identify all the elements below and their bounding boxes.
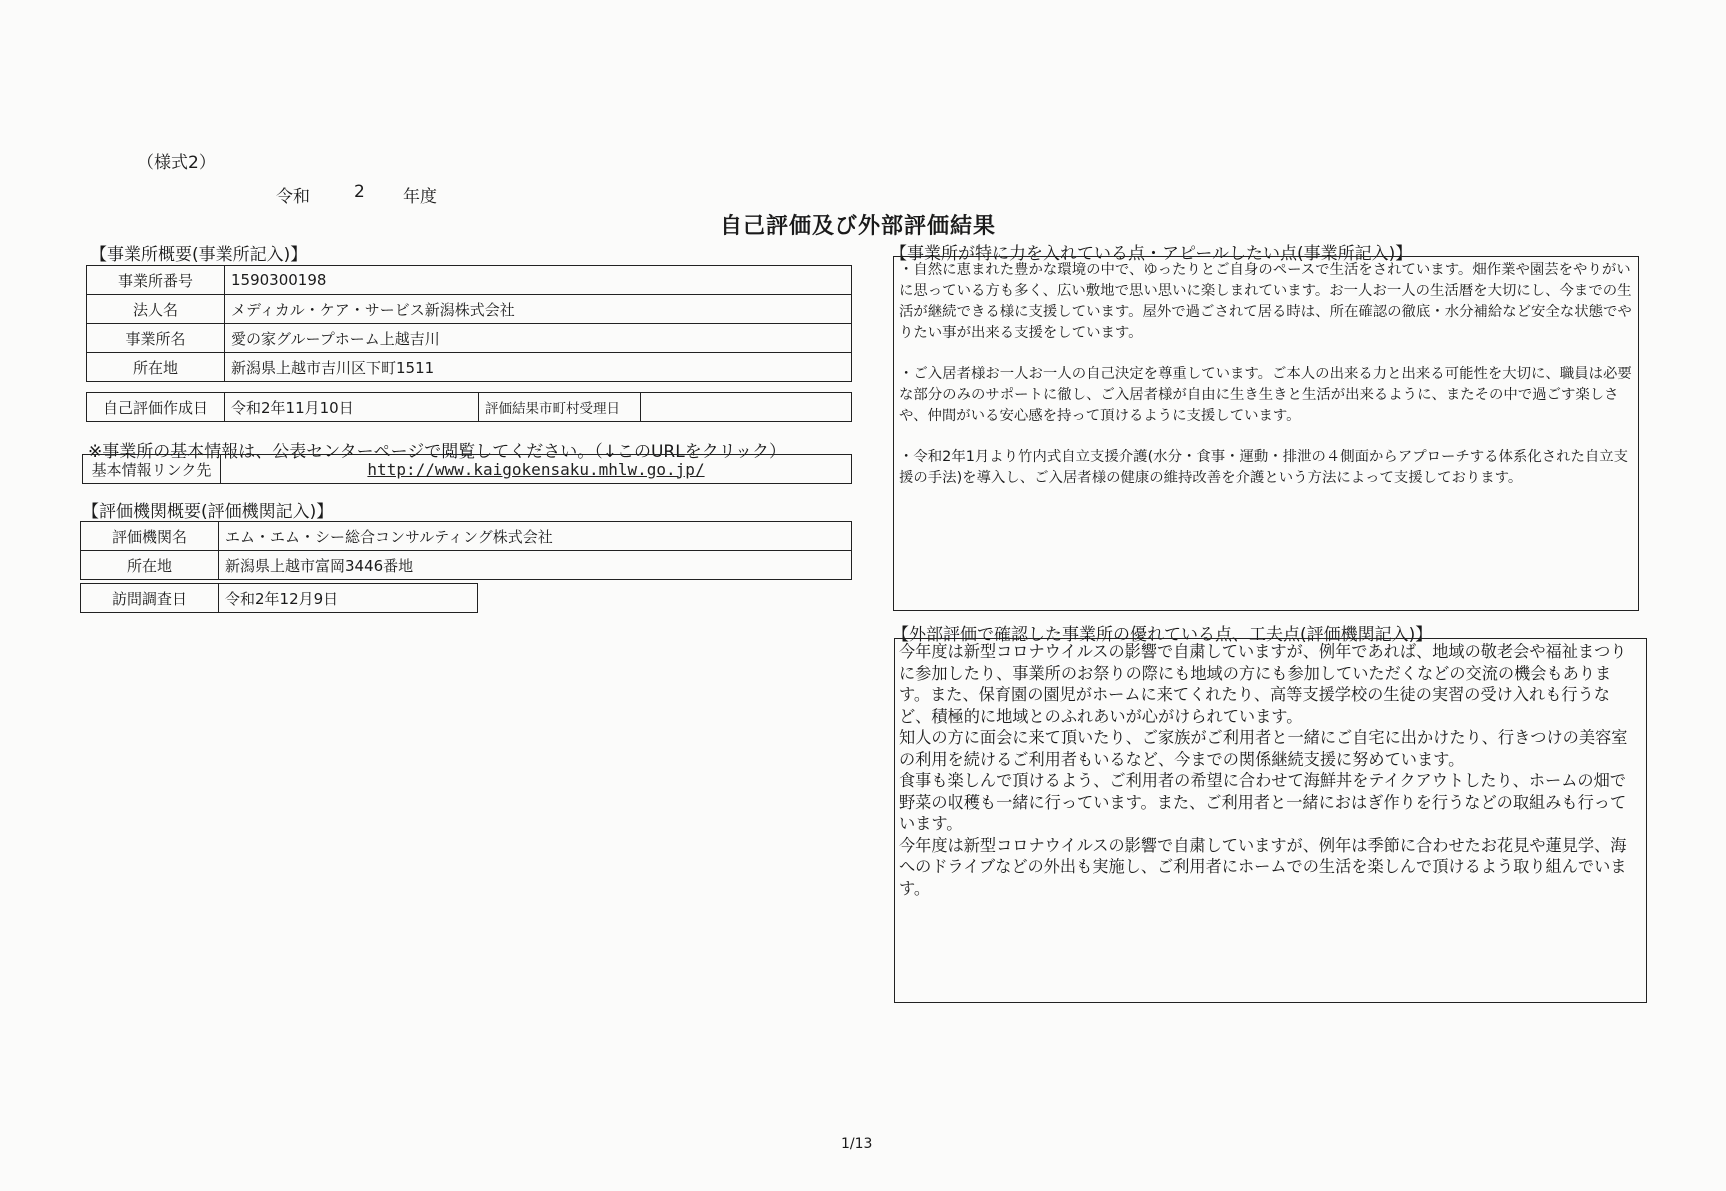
office-name-value: 愛の家グループホーム上越吉川 [225,324,852,353]
appeal-paragraph: ・自然に恵まれた豊かな環境の中で、ゆったりとご自身のペースで生活をされています。畑作業や園芸をやりがいに思っている方も多く、広い敷地で思い思いに楽しまれています。お一人お一人の生活暦を大切にし、今までの生活が継続できる様に支援しています。屋外で過ごされて居る時は、所在確認の徹底・水分補給など安全な状態でやりたい事が出来る支援をしています。 [899,262,1632,341]
evaluator-overview-heading: 【評価機関概要(評価機関記入)】 [82,502,334,522]
evaluator-table [80,521,852,580]
evaluator-name-label: 評価機関名 [81,522,219,551]
form-number: （様式2） [137,153,216,173]
year-suffix: 年度 [403,187,437,207]
evaluator-address-value: 新潟県上越市富岡3446番地 [219,551,852,580]
link-label: 基本情報リンク先 [83,455,221,484]
office-name-label: 事業所名 [87,324,225,353]
page-number: 1/13 [841,1136,873,1152]
appeal-heading: 【事業所が特に力を入れている点・アピールしたい点(事業所記入)】 [890,244,1413,264]
appeal-box [893,256,1639,611]
office-overview-table [86,265,852,382]
office-dates-table [86,392,852,422]
visit-date-value: 令和2年12月9日 [219,584,478,613]
document-title: 自己評価及び外部評価結果 [720,214,997,239]
table-row [83,455,852,484]
evaluator-name-value: エム・エム・シー総合コンサルティング株式会社 [219,522,852,551]
evaluator-address-label: 所在地 [81,551,219,580]
table-row [87,266,852,295]
created-date-value: 令和2年11月10日 [225,393,479,422]
era-label: 令和 [276,187,310,207]
received-date-value [641,393,852,422]
appeal-paragraph: ・令和2年1月より竹内式自立支援介護(水分・食事・運動・排泄の４側面からアプローチする体系化された自立支援の手法)を導入し、ご入居者様の健康の維持改善を介護という方法によって支援しております。 [899,449,1629,486]
table-row [81,584,478,613]
office-overview-heading: 【事業所概要(事業所記入)】 [90,245,308,265]
table-row [87,295,852,324]
corporation-value: メディカル・ケア・サービス新潟株式会社 [225,295,852,324]
basic-info-link[interactable]: http://www.kaigokensaku.mhlw.go.jp/ [367,459,705,479]
visit-date-label: 訪問調査日 [81,584,219,613]
basic-info-note: ※事業所の基本情報は、公表センターページで閲覧してください。（↓このURLをクリック） [88,442,787,462]
basic-info-table [82,454,852,484]
office-address-label: 所在地 [87,353,225,382]
corporation-label: 法人名 [87,295,225,324]
table-row [81,551,852,580]
external-eval-box: 今年度は新型コロナウイルスの影響で自粛していますが、例年であれば、地域の敬老会や福祉まつりに参加したり、事業所のお祭りの際にも地域の方にも参加していただくなどの交流の機会もあります。また、保育園の園児がホームに来てくれたり、高等支援学校の生徒の実習の受け入れも行うなど、積極的に地域とのふれあいが心がけられています。 知人の方に面会に来て頂いたり、ご家族がご利用者と一緒にご自宅に出かけたり、行きつけの美容室の利用を続けるご利用者もいるなど、今までの関係継続支援に努めています。 食事も楽しんで頂けるよう、ご利用者の希望に合わせて海鮮丼をテイクアウトしたり、ホームの畑で野菜の収穫も一緒に行っています。また、ご利用者と一緒におはぎ作りを行うなどの取組みも行っています。 今年度は新型コロナウイルスの影響で自粛していますが、例年は季節に合わせたお花見や蓮見学、海へのドライブなどの外出も実施し、ご利用者にホームでの生活を楽しんで頂けるよう取り組んでいます。 [894,638,1647,1003]
office-address-value: 新潟県上越市吉川区下町1511 [225,353,852,382]
table-row [87,393,852,422]
office-number-value: 1590300198 [225,266,852,295]
appeal-paragraph: ・ご入居者様お一人お一人の自己決定を尊重しています。ご本人の出来る力と出来る可能性を大切に、職員は必要な部分のみのサポートに徹し、ご入居者様が自由に生き生きと生活が出来るように、またその中で過ごす楽しさや、仲間がいる安心感を持って頂けるように支援しています。 [899,366,1632,424]
visit-date-table [80,583,478,613]
external-eval-heading: 【外部評価で確認した事業所の優れている点、工夫点(評価機関記入)】 [892,625,1433,645]
era-year: 2 [354,182,365,202]
table-row [81,522,852,551]
created-date-label: 自己評価作成日 [87,393,225,422]
link-cell [221,455,852,484]
office-number-label: 事業所番号 [87,266,225,295]
table-row [87,324,852,353]
received-date-label: 評価結果市町村受理日 [479,393,641,422]
table-row [87,353,852,382]
